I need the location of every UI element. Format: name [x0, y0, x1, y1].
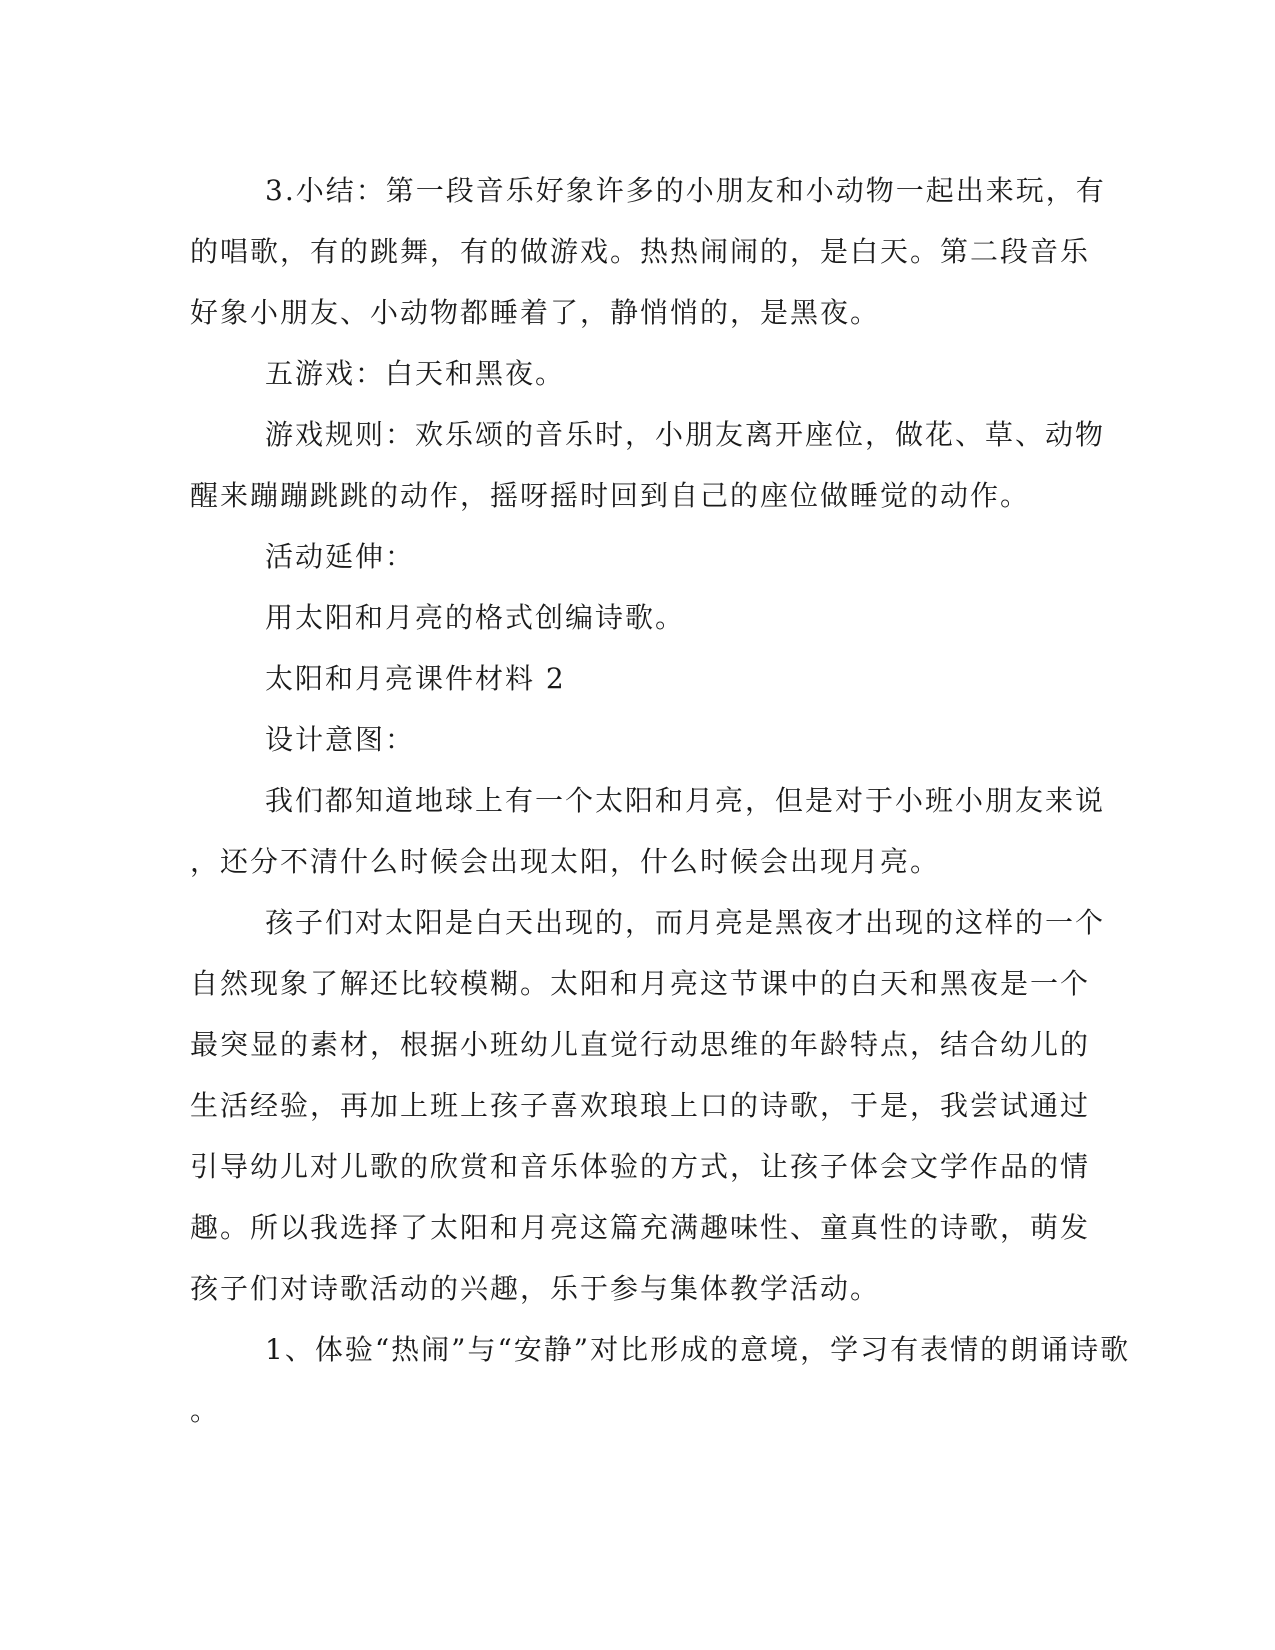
text-line: 五游戏：白天和黑夜。 [265, 357, 566, 390]
paragraph-game-rules [190, 404, 1106, 526]
paragraph-extension-heading [190, 526, 1080, 587]
text-line: 的唱歌，有的跳舞，有的做游戏。热热闹闹的，是白天。第二段音乐 [190, 235, 1091, 268]
text-line: 趣。所以我选择了太阳和月亮这篇充满趣味性、童真性的诗歌，萌发 [190, 1211, 1091, 1244]
paragraph-design-intro [190, 770, 1106, 892]
text-line: 好象小朋友、小动物都睡着了，静悄悄的，是黑夜。 [190, 296, 881, 329]
text-line: ，还分不清什么时候会出现太阳，什么时候会出现月亮。 [190, 845, 941, 878]
paragraph-summary [190, 160, 1106, 343]
text-line: 设计意图： [265, 723, 416, 756]
text-line: 生活经验，再加上班上孩子喜欢琅琅上口的诗歌，于是，我尝试通过 [190, 1089, 1091, 1122]
paragraph-game-heading [190, 343, 1080, 404]
text-line: 引导幼儿对儿歌的欣赏和音乐体验的方式，让孩子体会文学作品的情 [190, 1150, 1091, 1183]
text-line: 。 [190, 1394, 221, 1427]
text-line: 自然现象了解还比较模糊。太阳和月亮这节课中的白天和黑夜是一个 [190, 967, 1091, 1000]
text-line: 1、体验“热闹”与“安静”对比形成的意境，学习有表情的朗诵诗歌 [265, 1333, 1131, 1366]
text-line: 游戏规则：欢乐颂的音乐时，小朋友离开座位，做花、草、动物 [265, 418, 1106, 451]
document-body [190, 160, 1131, 1441]
paragraph-extension [190, 587, 1080, 648]
text-line: 3.小结：第一段音乐好象许多的小朋友和小动物一起出来玩，有 [265, 174, 1106, 207]
text-line: 最突显的素材，根据小班幼儿直觉行动思维的年龄特点，结合幼儿的 [190, 1028, 1091, 1061]
text-line: 醒来蹦蹦跳跳的动作，摇呀摇时回到自己的座位做睡觉的动作。 [190, 479, 1031, 512]
section-title [190, 648, 1080, 709]
paragraph-design-heading [190, 709, 1080, 770]
text-line: 太阳和月亮课件材料 2 [265, 662, 566, 695]
text-line: 我们都知道地球上有一个太阳和月亮，但是对于小班小朋友来说 [265, 784, 1106, 817]
text-line: 活动延伸： [265, 540, 416, 573]
text-line: 孩子们对诗歌活动的兴趣，乐于参与集体教学活动。 [190, 1272, 881, 1305]
paragraph-goal-1 [190, 1319, 1131, 1441]
paragraph-design-body [190, 892, 1106, 1319]
text-line: 用太阳和月亮的格式创编诗歌。 [265, 601, 686, 634]
text-line: 孩子们对太阳是白天出现的，而月亮是黑夜才出现的这样的一个 [265, 906, 1106, 939]
